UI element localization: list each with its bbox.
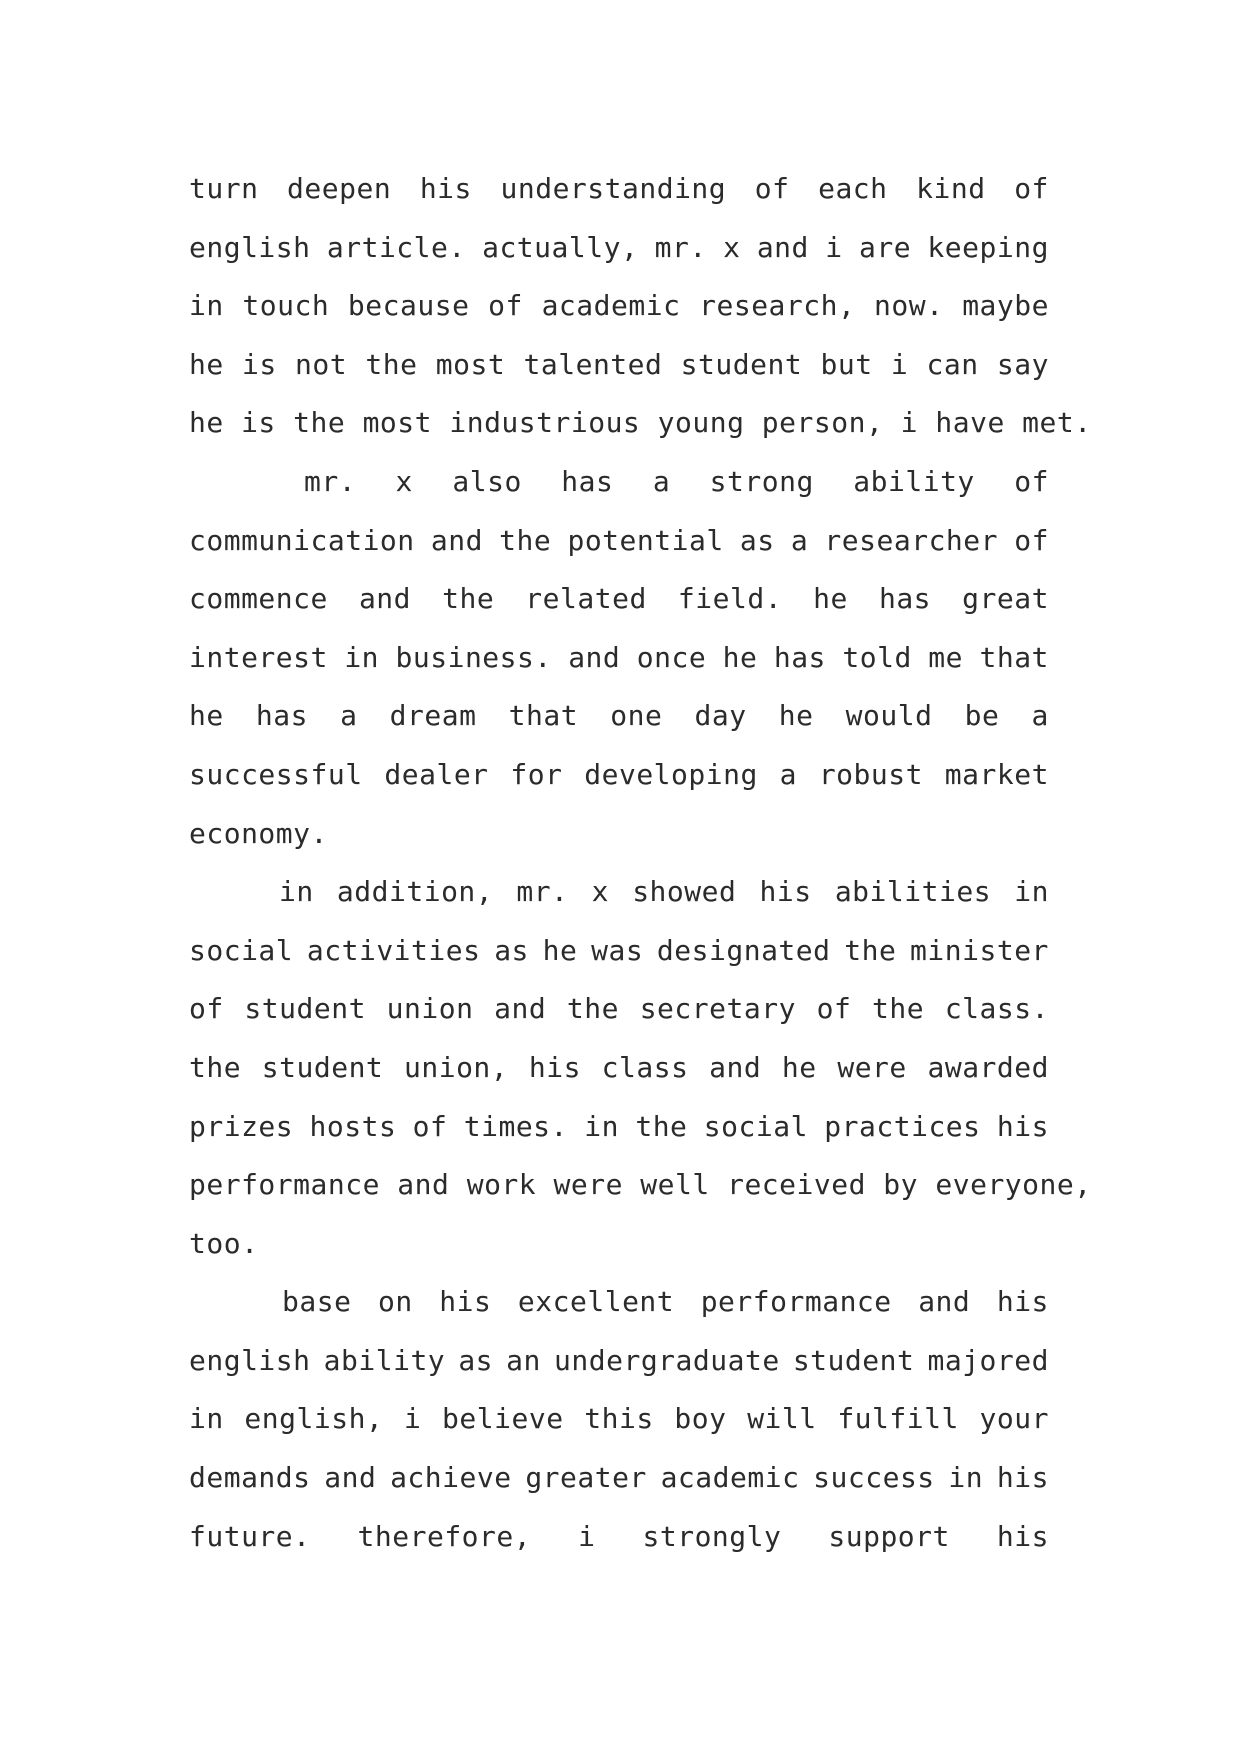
word: of <box>1014 172 1049 205</box>
word: but <box>820 347 873 381</box>
word: his <box>419 172 472 205</box>
word: fulfill <box>837 1402 959 1436</box>
word: that <box>508 699 579 733</box>
word: mr. <box>304 464 357 498</box>
word: a <box>779 757 797 791</box>
word: that <box>979 640 1049 674</box>
word: and <box>358 582 412 616</box>
word: because <box>347 289 470 323</box>
text-line <box>189 746 1049 805</box>
word: ability <box>853 464 975 498</box>
word: times. <box>463 1109 568 1143</box>
word: article. <box>326 230 466 264</box>
word: he <box>189 347 224 381</box>
word: english <box>189 1343 311 1377</box>
word: for <box>510 757 563 791</box>
word: and <box>568 640 621 674</box>
text-line <box>189 277 1049 336</box>
text-line <box>189 980 1049 1039</box>
word: turn <box>189 172 259 205</box>
word: union <box>386 992 474 1026</box>
word: commence <box>189 582 328 616</box>
word: his <box>996 1285 1049 1319</box>
word: now. <box>874 289 944 323</box>
word: of <box>412 1109 448 1143</box>
word: as <box>739 523 775 557</box>
word: this <box>584 1402 654 1436</box>
word: a <box>340 699 358 733</box>
word: the <box>499 523 552 557</box>
word: be <box>964 699 1000 733</box>
word: therefore, <box>357 1519 532 1553</box>
word: research, <box>699 289 856 323</box>
word: base <box>282 1285 352 1319</box>
word: field. <box>677 582 783 616</box>
word: understanding <box>500 172 727 205</box>
text-line: performance and work were well received by everyone, <box>189 1168 1092 1202</box>
text-line <box>189 160 1049 219</box>
word: of <box>754 172 790 205</box>
word: awarded <box>927 1050 1049 1084</box>
word: and <box>430 523 483 557</box>
word: and <box>918 1285 971 1319</box>
text-line <box>189 336 1049 395</box>
word: minister <box>910 933 1049 967</box>
word: activities <box>306 933 481 967</box>
word: and <box>756 230 809 264</box>
text-line <box>189 863 1049 922</box>
word: boy <box>674 1402 727 1436</box>
word: i <box>825 230 843 264</box>
text-line <box>189 1390 1049 1449</box>
word: achieve <box>390 1461 512 1495</box>
word: would <box>845 699 933 733</box>
word: each <box>818 172 888 205</box>
word: hosts <box>309 1109 397 1143</box>
word: kind <box>916 172 986 205</box>
word: has <box>561 464 614 498</box>
word: he <box>778 699 814 733</box>
word: developing <box>584 757 758 791</box>
word: his <box>439 1285 492 1319</box>
word: student <box>680 347 803 381</box>
word: class. <box>944 992 1049 1026</box>
word: i <box>578 1519 596 1553</box>
word: class <box>601 1050 689 1084</box>
text-line <box>189 687 1049 746</box>
word: strongly <box>642 1519 782 1553</box>
word: support <box>828 1519 950 1553</box>
word: one <box>610 699 663 733</box>
word: secretary <box>639 992 796 1026</box>
word: not <box>295 347 348 381</box>
word: he <box>189 699 224 733</box>
word: the <box>872 992 925 1026</box>
word: his <box>996 1519 1049 1553</box>
word: i <box>403 1402 422 1436</box>
word: most <box>435 347 506 381</box>
word: market <box>944 757 1049 791</box>
word: the <box>442 582 495 616</box>
word: actually, <box>482 230 639 264</box>
word: in <box>948 1461 984 1495</box>
word: business. <box>395 640 552 674</box>
word: in <box>279 875 314 909</box>
text-line: he is the most industrious young person, i have met. <box>189 406 1092 440</box>
word: mr. <box>516 875 569 909</box>
word: the <box>189 1050 242 1084</box>
word: his <box>528 1050 581 1084</box>
word: will <box>747 1402 817 1436</box>
word: related <box>525 582 647 616</box>
word: dream <box>389 699 477 733</box>
text-line <box>189 1332 1049 1391</box>
word: english <box>189 230 311 264</box>
word: once <box>636 640 707 674</box>
word: can <box>926 347 979 381</box>
word: his <box>996 1109 1049 1143</box>
word: he <box>781 1050 817 1084</box>
word: as <box>494 933 529 967</box>
word: union, <box>404 1050 509 1084</box>
word: keeping <box>927 230 1049 264</box>
word: the <box>844 933 897 967</box>
word: potential <box>567 523 724 557</box>
word: the <box>365 347 418 381</box>
word: in <box>344 640 380 674</box>
word: social <box>703 1109 808 1143</box>
word: english, <box>244 1402 384 1436</box>
word: x <box>723 230 741 264</box>
word: x <box>591 875 609 909</box>
word: majored <box>927 1343 1049 1377</box>
word: prizes <box>189 1109 294 1143</box>
word: a <box>1031 699 1049 733</box>
word: were <box>837 1050 907 1084</box>
word: greater <box>525 1461 647 1495</box>
word: success <box>813 1461 935 1495</box>
letter-body-text <box>189 160 1092 1566</box>
word: in <box>189 289 224 323</box>
word: of <box>488 289 523 323</box>
word: the <box>566 992 619 1026</box>
word: student <box>244 992 366 1026</box>
word: on <box>378 1285 413 1319</box>
word: his <box>759 875 812 909</box>
word: has <box>255 699 308 733</box>
word: academic <box>541 289 681 323</box>
word: an <box>506 1343 541 1377</box>
word: in <box>584 1109 619 1143</box>
text-line <box>189 1039 1049 1098</box>
word: the <box>635 1109 688 1143</box>
word: is <box>242 347 277 381</box>
word: ability <box>323 1343 446 1377</box>
word: social <box>189 933 294 967</box>
text-line <box>189 1449 1049 1508</box>
word: of <box>1014 523 1049 557</box>
word: deepen <box>287 172 392 205</box>
word: maybe <box>962 289 1049 323</box>
word: and <box>324 1461 377 1495</box>
word: are <box>858 230 912 264</box>
word: undergraduate <box>554 1343 780 1377</box>
word: talented <box>523 347 663 381</box>
word: communication <box>189 523 415 557</box>
word: abilities <box>834 875 992 909</box>
word: academic <box>660 1461 800 1495</box>
word: was <box>591 933 644 967</box>
word: demands <box>189 1461 311 1495</box>
word: researcher <box>824 523 998 557</box>
word: a <box>790 523 809 557</box>
text-line <box>189 922 1049 981</box>
word: x <box>395 464 413 498</box>
word: future. <box>189 1519 311 1553</box>
word: he <box>813 582 848 616</box>
text-line <box>189 512 1049 571</box>
text-line <box>189 453 1049 512</box>
word: he <box>722 640 758 674</box>
word: and <box>709 1050 762 1084</box>
word: in <box>1014 875 1049 909</box>
word: has <box>878 582 932 616</box>
word: day <box>694 699 747 733</box>
word: in <box>189 1402 224 1436</box>
word: has <box>773 640 826 674</box>
text-line <box>189 629 1049 688</box>
word: addition, <box>336 875 494 909</box>
text-line <box>189 1273 1049 1332</box>
word: strong <box>709 464 814 498</box>
word: his <box>996 1461 1049 1495</box>
word: mr. <box>654 230 707 264</box>
word: of <box>1014 464 1049 498</box>
text-line: economy. <box>189 816 328 850</box>
word: say <box>996 347 1049 381</box>
word: dealer <box>384 757 489 791</box>
word: performance <box>700 1285 892 1319</box>
word: student <box>261 1050 384 1084</box>
word: of <box>189 992 224 1026</box>
text-line <box>189 1098 1049 1157</box>
word: me <box>928 640 964 674</box>
word: showed <box>632 875 737 909</box>
word: touch <box>242 289 330 323</box>
word: also <box>452 464 522 498</box>
word: he <box>542 933 578 967</box>
word: practices <box>824 1109 981 1143</box>
word: student <box>792 1343 915 1377</box>
word: a <box>652 464 671 498</box>
text-line <box>189 1508 1049 1567</box>
text-line <box>189 219 1049 278</box>
word: great <box>962 582 1049 616</box>
word: told <box>842 640 912 674</box>
word: successful <box>189 757 363 791</box>
text-line: too. <box>189 1226 259 1260</box>
word: and <box>494 992 547 1026</box>
word: your <box>979 1402 1049 1436</box>
word: robust <box>818 757 923 791</box>
word: interest <box>189 640 328 674</box>
word: designated <box>656 933 831 967</box>
word: of <box>816 992 852 1026</box>
text-line <box>189 570 1049 629</box>
word: excellent <box>517 1285 675 1319</box>
word: as <box>458 1343 494 1377</box>
word: believe <box>442 1402 564 1436</box>
word: i <box>890 347 909 381</box>
